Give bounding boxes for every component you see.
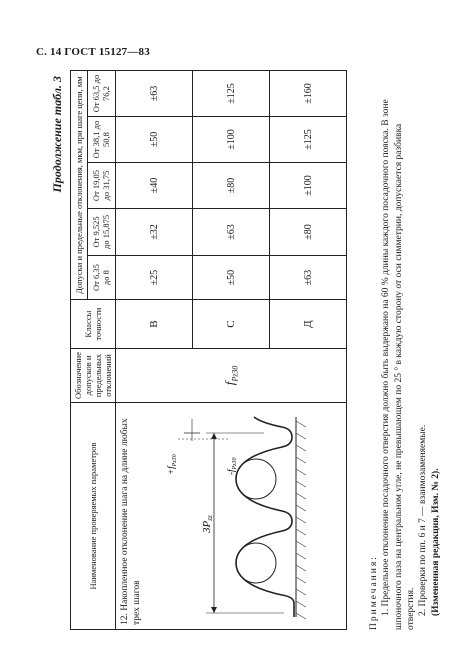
tolerance-table xyxy=(70,70,347,630)
value-d-3: ±100 xyxy=(270,163,347,209)
diagram-label-plus: $+f_{Pz30}$ xyxy=(165,454,178,475)
header-tolerance-group: Допуски и предельные отклонения, мкм, при шаге цепи, мм xyxy=(71,71,88,300)
value-d-4: ±125 xyxy=(270,117,347,163)
class-b: B xyxy=(116,300,193,349)
header-pitch-4: От 38,1 до 50,8 xyxy=(87,117,115,163)
rotated-content xyxy=(50,70,441,630)
continuation-label: Продолжение табл. 3 xyxy=(50,76,64,193)
value-c-3: ±80 xyxy=(193,163,270,209)
param-text: 12. Накопленное отклонение шага на длине любых трех шагов xyxy=(120,418,142,625)
note-2: 2. Проверки по пп. 6 и 7 — взаимозаменяемые. xyxy=(418,424,429,616)
value-b-1: ±25 xyxy=(116,255,193,299)
value-d-1: ±63 xyxy=(270,255,347,299)
param-cell xyxy=(116,402,347,629)
value-b-5: ±63 xyxy=(116,71,193,117)
value-c-1: ±50 xyxy=(193,255,270,299)
header-designation: Обозначение допусков и предельных отклонений xyxy=(71,348,116,402)
page-header: С. 14 ГОСТ 15127—83 xyxy=(36,46,150,58)
diagram-label-main: 3Pzz xyxy=(200,515,214,533)
header-pitch-2: От 9,525 до 15,875 xyxy=(87,209,115,256)
designation-cell xyxy=(116,348,347,402)
value-b-4: ±50 xyxy=(116,117,193,163)
notes-title: Примечания: xyxy=(369,555,379,630)
value-b-3: ±40 xyxy=(116,163,193,209)
value-d-5: ±160 xyxy=(270,71,347,117)
header-class: Классы точности xyxy=(71,300,116,349)
class-d: Д xyxy=(270,300,347,349)
sprocket-diagram xyxy=(144,411,319,625)
header-param: Наименование проверяемых параметров xyxy=(71,402,116,629)
diagram-label-minus: $-f_{Pz30}$ xyxy=(225,457,238,475)
value-c-4: ±100 xyxy=(193,117,270,163)
value-c-5: ±125 xyxy=(193,71,270,117)
value-d-2: ±80 xyxy=(270,209,347,256)
notes xyxy=(368,90,442,630)
value-c-2: ±63 xyxy=(193,209,270,256)
value-b-2: ±32 xyxy=(116,209,193,256)
header-pitch-3: От 19,05 до 31,75 xyxy=(87,163,115,209)
designation-symbol: $f_{Pz30}$ xyxy=(222,365,240,386)
notes-edition: (Измененная редакция, Изм. № 2). xyxy=(430,468,441,616)
class-c: С xyxy=(193,300,270,349)
header-pitch-1: От 6,35 до 8 xyxy=(87,255,115,299)
header-pitch-5: От 63,5 до 76,2 xyxy=(87,71,115,117)
note-1: 1. Предельное отклонение посадочного отверстия должно быть выдержано на 60 % длины каждого посадочного пояска. В зоне шпоночного паза на центральном угле, не превышающем по 25 ° в каждую сторону от оси симметрии, допускается разбивка отверстия. xyxy=(381,99,417,630)
